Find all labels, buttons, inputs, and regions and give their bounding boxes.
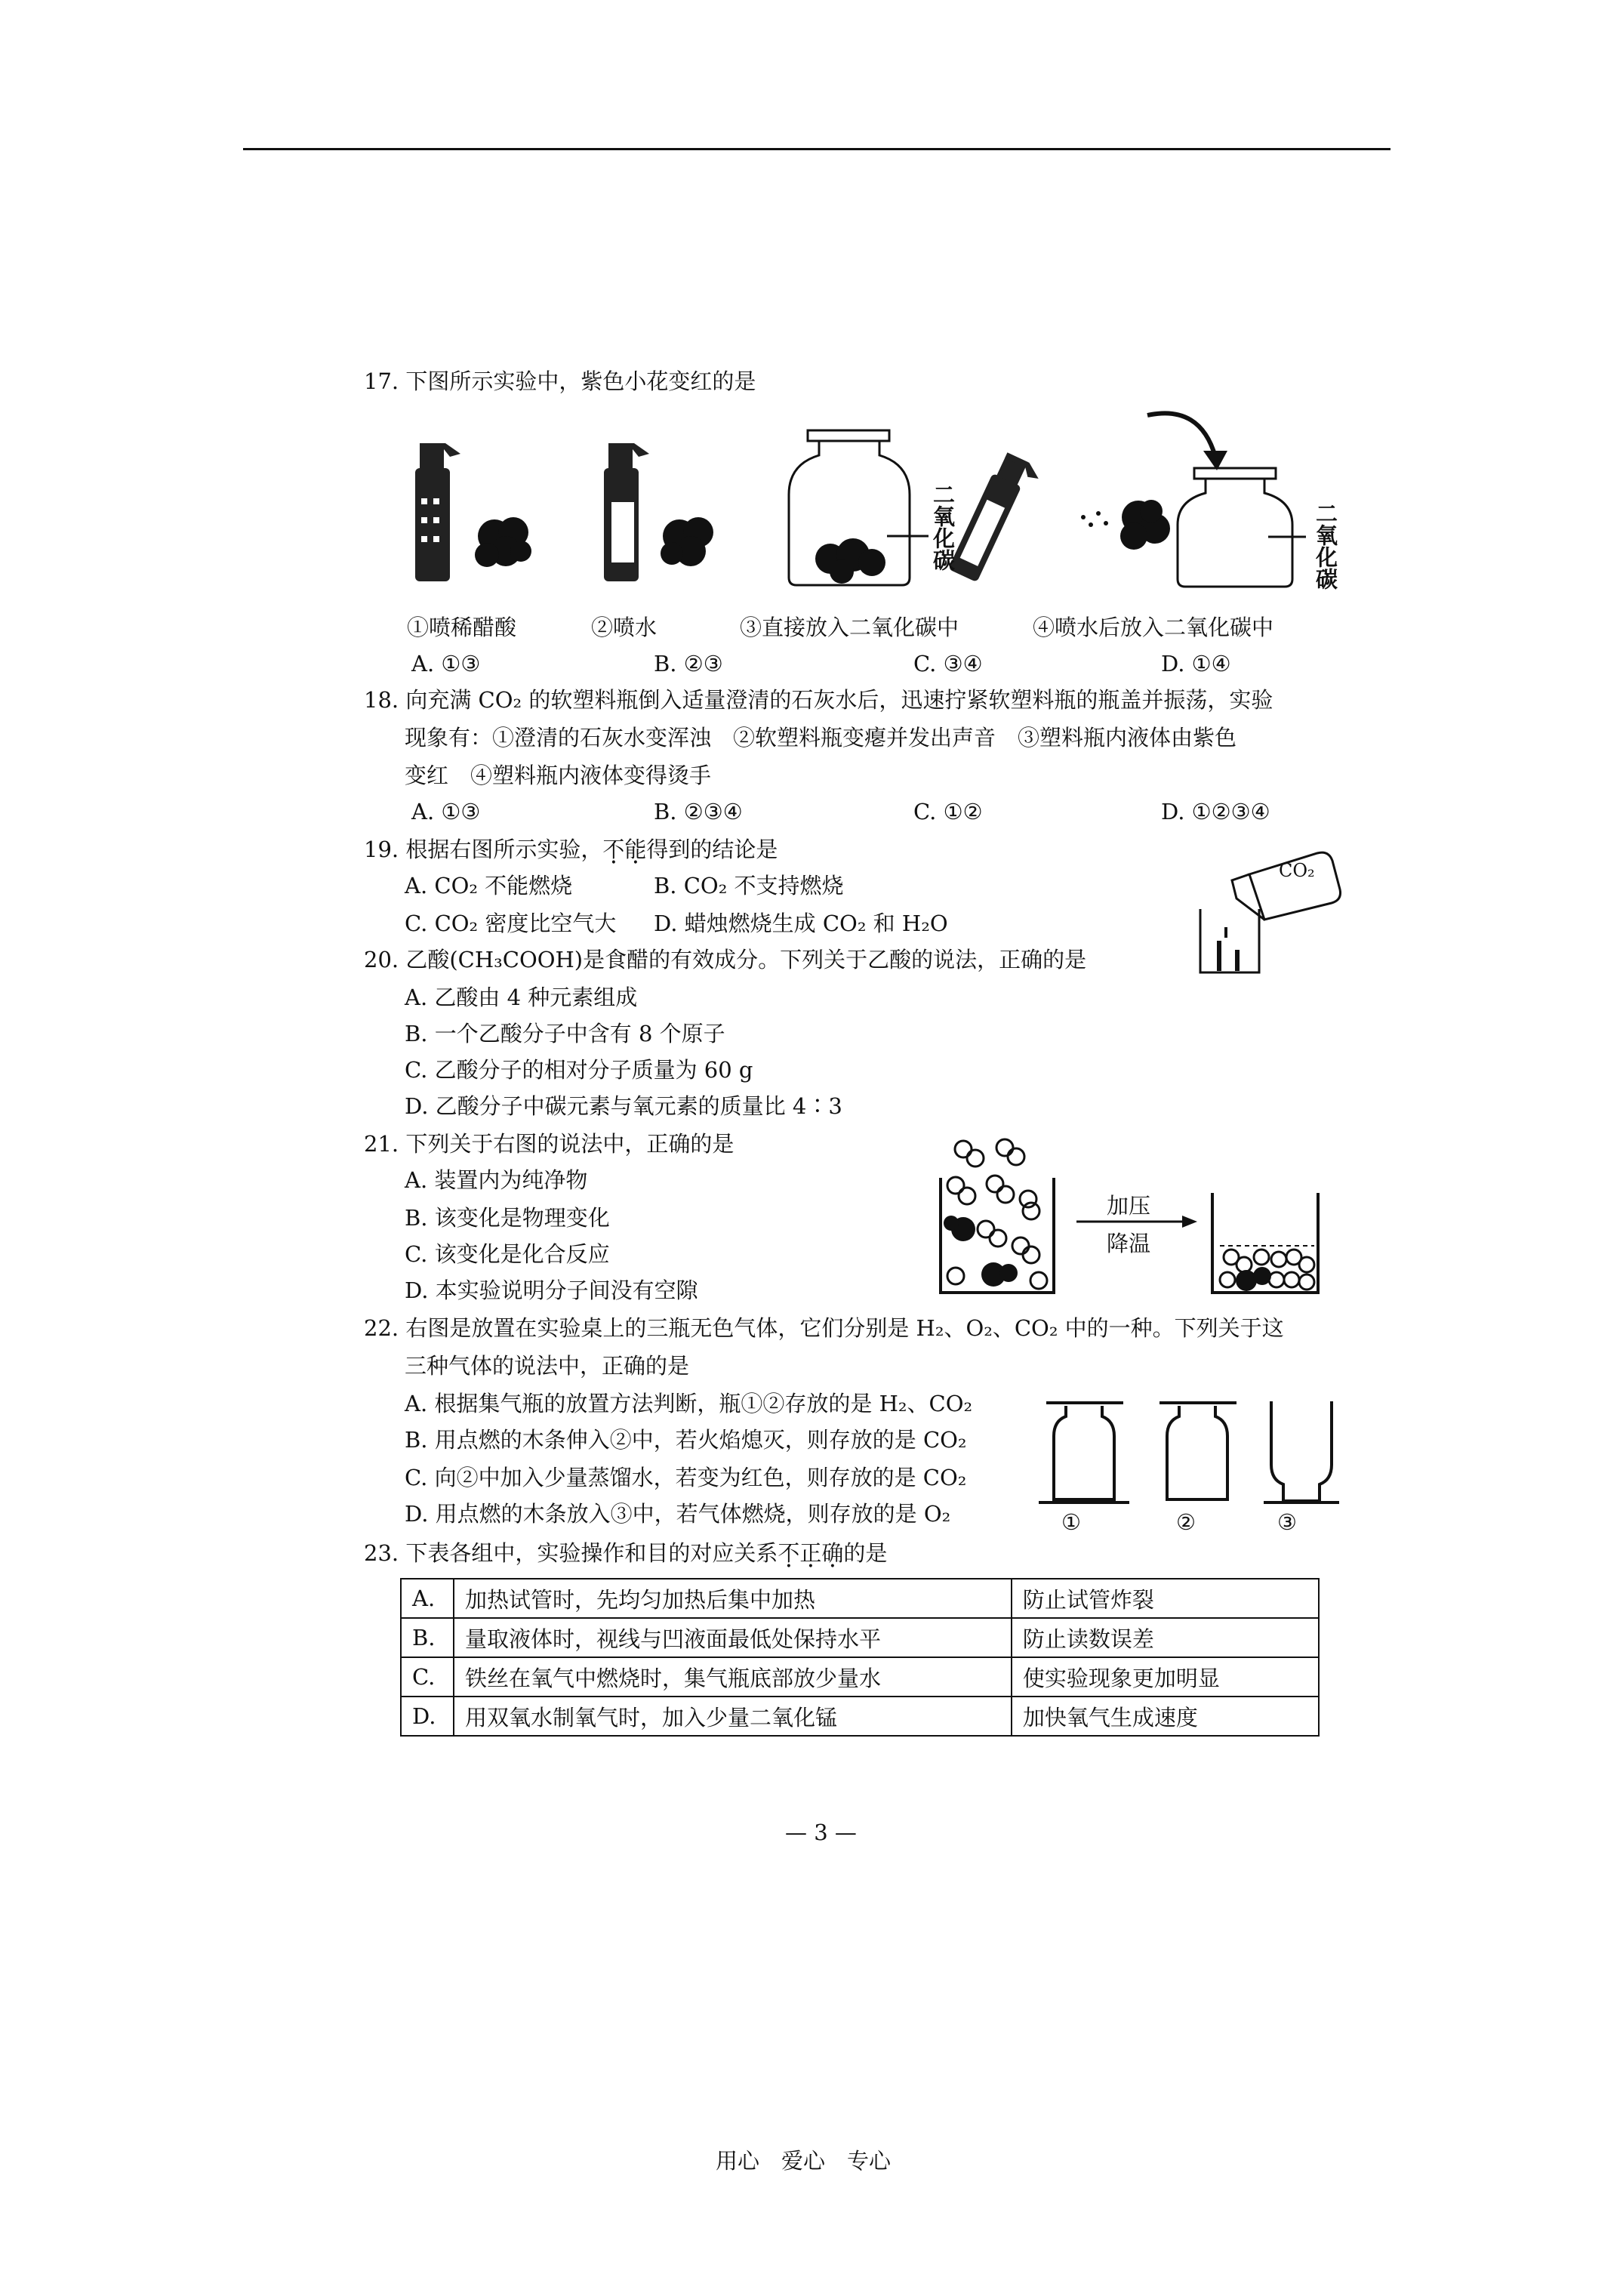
q23-row-b-op: 量取液体时，视线与凹液面最低处保持水平 xyxy=(454,1618,1012,1657)
q18-option-c: C. ①② xyxy=(913,799,983,824)
q21-option-b: B. 该变化是物理变化 xyxy=(405,1205,610,1231)
q18-option-b: B. ②③④ xyxy=(654,799,743,824)
q22-bottle-label-2: ② xyxy=(1176,1509,1196,1535)
q19-figure xyxy=(1178,844,1351,980)
spray-bottle-2-icon xyxy=(604,443,649,581)
q20-option-c: C. 乙酸分子的相对分子质量为 60 g xyxy=(405,1057,753,1083)
q17-caption-1: ①喷稀醋酸 xyxy=(407,615,517,640)
q22-figure xyxy=(1039,1394,1356,1515)
q17-figure xyxy=(400,404,1351,600)
q18-option-a: A. ①③ xyxy=(411,799,481,824)
q17-option-d: D. ①④ xyxy=(1161,651,1231,676)
q19-option-d: D. 蜡烛燃烧生成 CO₂ 和 H₂O xyxy=(654,911,948,936)
q21-option-c: C. 该变化是化合反应 xyxy=(405,1241,610,1267)
q17-caption-2: ②喷水 xyxy=(591,615,658,640)
q23-row-a-op: 加热试管时，先均匀加热后集中加热 xyxy=(454,1579,1012,1618)
q18-line-1: 18. 向充满 CO₂ 的软塑料瓶倒入适量澄清的石灰水后，迅速拧紧软塑料瓶的瓶盖并振荡，实验 xyxy=(364,687,1273,713)
q18-line-3: 变红 ④塑料瓶内液体变得烫手 xyxy=(405,763,712,788)
q19-option-c: C. CO₂ 密度比空气大 xyxy=(405,911,617,936)
q22-bottle-label-3: ③ xyxy=(1277,1509,1297,1535)
q23-row-d-purpose: 加快氧气生成速度 xyxy=(1012,1697,1319,1736)
q22-option-c: C. 向②中加入少量蒸馏水，若变为红色，则存放的是 CO₂ xyxy=(405,1465,967,1490)
q23-row-d-key: D. xyxy=(401,1697,454,1736)
table-row xyxy=(401,1618,1319,1657)
q20-option-b: B. 一个乙酸分子中含有 8 个原子 xyxy=(405,1021,725,1046)
q23-row-c-op: 铁丝在氧气中燃烧时，集气瓶底部放少量水 xyxy=(454,1657,1012,1697)
q17-stem: 17. 下图所示实验中，紫色小花变红的是 xyxy=(364,368,756,394)
purple-flower-2-icon xyxy=(661,517,713,566)
q23-stem: 23. 下表各组中，实验操作和目的对应关系不正确的是 xyxy=(364,1540,888,1566)
q18-line-2: 现象有：①澄清的石灰水变浑浊 ②软塑料瓶变瘪并发出声音 ③塑料瓶内液体由紫色 xyxy=(405,725,1237,750)
q17-option-c: C. ③④ xyxy=(913,651,983,676)
q22-option-b: B. 用点燃的木条伸入②中，若火焰熄灭，则存放的是 CO₂ xyxy=(405,1427,967,1453)
spray-bottle-4-icon xyxy=(948,451,1043,587)
q17-option-b: B. ②③ xyxy=(654,651,723,676)
q23-row-c-purpose: 使实验现象更加明显 xyxy=(1012,1657,1319,1697)
q23-row-a-key: A. xyxy=(401,1579,454,1618)
q21-arrow-label-bottom: 降温 xyxy=(1107,1231,1151,1256)
q17-caption-4: ④喷水后放入二氧化碳中 xyxy=(1033,615,1274,640)
beaker-icon xyxy=(1200,909,1259,972)
table-row xyxy=(401,1697,1319,1736)
q23-row-b-key: B. xyxy=(401,1618,454,1657)
q22-line-1: 22. 右图是放置在实验桌上的三瓶无色气体，它们分别是 H₂、O₂、CO₂ 中的一种。下列关于这 xyxy=(364,1315,1284,1341)
page-number: — 3 — xyxy=(785,1820,857,1845)
q19-co2-bottle-label: CO₂ xyxy=(1279,860,1315,881)
gas-bottle-3-icon xyxy=(1271,1401,1332,1501)
q20-option-a: A. 乙酸由 4 种元素组成 xyxy=(405,985,638,1010)
q18-option-d: D. ①②③④ xyxy=(1161,799,1270,824)
gas-bottle-2-icon xyxy=(1167,1406,1227,1499)
q23-row-c-key: C. xyxy=(401,1657,454,1697)
flower-in-jar-icon xyxy=(815,538,885,584)
purple-flower-4-icon xyxy=(1120,500,1170,550)
spray-mist-icon xyxy=(1081,511,1108,527)
curved-arrow-icon xyxy=(1147,413,1215,457)
candles-icon xyxy=(1217,927,1240,971)
q17-caption-3: ③直接放入二氧化碳中 xyxy=(740,615,959,640)
q19-option-a: A. CO₂ 不能燃烧 xyxy=(405,873,573,898)
q17-jar4-co2-label: 二氧化碳 xyxy=(1313,502,1338,590)
q21-stem: 21. 下列关于右图的说法中，正确的是 xyxy=(364,1131,735,1157)
q21-option-a: A. 装置内为纯净物 xyxy=(405,1167,588,1193)
q22-line-2: 三种气体的说法中，正确的是 xyxy=(405,1353,690,1379)
co2-jar-4-icon xyxy=(1178,468,1306,587)
q17-option-a: A. ①③ xyxy=(411,651,481,676)
q22-option-a: A. 根据集气瓶的放置方法判断，瓶①②存放的是 H₂、CO₂ xyxy=(405,1391,973,1416)
top-rule xyxy=(243,148,1390,150)
purple-flower-1-icon xyxy=(475,517,531,567)
q21-option-d: D. 本实验说明分子间没有空隙 xyxy=(405,1277,698,1303)
q20-option-d: D. 乙酸分子中碳元素与氧元素的质量比 4∶3 xyxy=(405,1093,842,1119)
table-row xyxy=(401,1657,1319,1697)
q22-bottle-label-1: ① xyxy=(1061,1509,1081,1535)
q19-stem: 19. 根据右图所示实验，不能得到的结论是 xyxy=(364,837,778,862)
q17-jar3-co2-label: 二氧化碳 xyxy=(930,483,956,571)
page-footer: 用心 爱心 专心 xyxy=(716,2148,892,2174)
q23-table xyxy=(400,1578,1320,1737)
q23-row-a-purpose: 防止试管炸裂 xyxy=(1012,1579,1319,1618)
q22-option-d: D. 用点燃的木条放入③中，若气体燃烧，则存放的是 O₂ xyxy=(405,1501,951,1527)
q19-option-b: B. CO₂ 不支持燃烧 xyxy=(654,873,844,898)
q23-row-d-op: 用双氧水制氧气时，加入少量二氧化锰 xyxy=(454,1697,1012,1736)
gas-bottle-1-icon xyxy=(1054,1406,1114,1499)
q23-row-b-purpose: 防止读数误差 xyxy=(1012,1618,1319,1657)
q21-arrow-label-top: 加压 xyxy=(1107,1193,1151,1219)
spray-bottle-1-icon xyxy=(415,443,460,581)
table-row xyxy=(401,1579,1319,1618)
q20-stem: 20. 乙酸(CH₃COOH)是食醋的有效成分。下列关于乙酸的说法，正确的是 xyxy=(364,947,1087,972)
